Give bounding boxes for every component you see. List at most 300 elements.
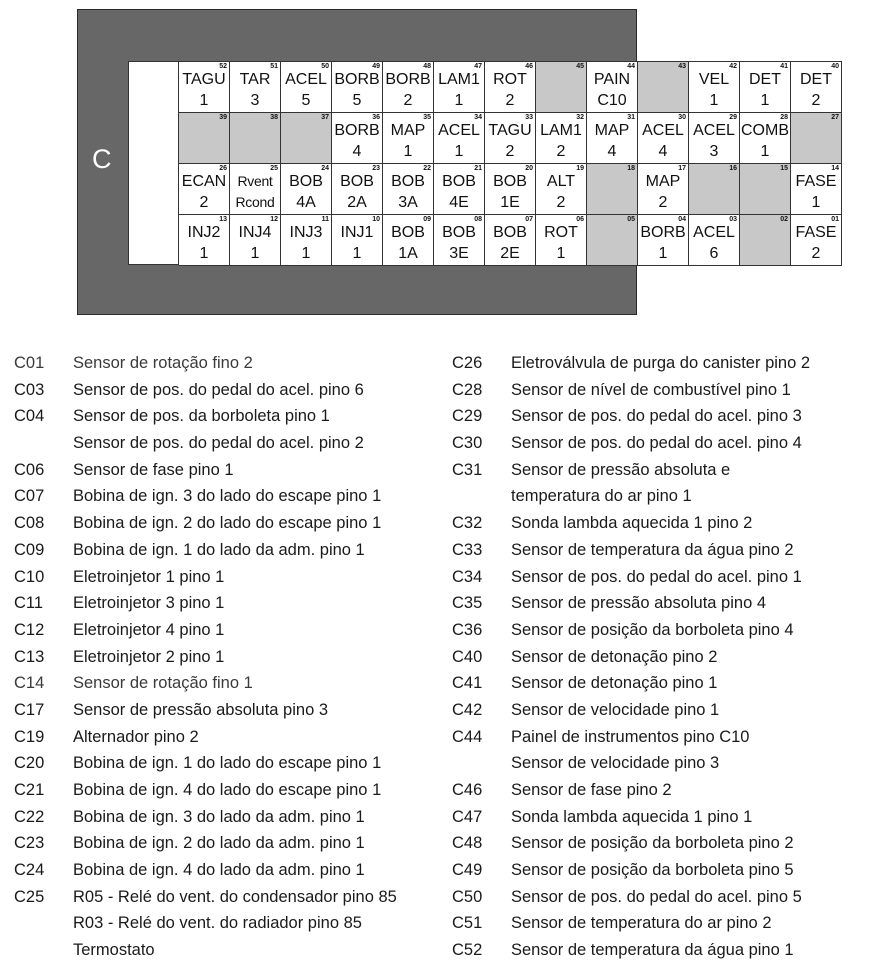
legend-right [452,350,870,964]
pin-cell [434,62,485,113]
legend-description: Sensor de detonação pino 1 [511,674,718,693]
legend-row [452,750,870,777]
pin-cell [383,164,434,215]
pin-signal-pin: 2 [505,92,515,109]
legend-row [452,910,870,937]
pin-cell [485,113,536,164]
legend-code: C48 [452,834,483,853]
pin-signal: FASE [795,224,837,241]
pin-number: 16 [729,165,737,172]
legend-code: C13 [14,647,45,666]
legend-description: Sensor de fase pino 2 [511,781,672,799]
legend-description: Sensor de posição da borboleta pino 4 [511,620,794,639]
pin-table [128,61,842,265]
pin-signal-pin: 4E [449,194,469,211]
legend-row [14,884,444,911]
pin-signal-pin: 4A [296,194,316,211]
pin-signal: ROT [544,224,578,241]
pin-signal: ECAN [181,173,227,190]
legend-description: Alternador pino 2 [73,727,199,746]
pin-signal: BOB [391,173,425,190]
pin-cell-empty [740,164,791,215]
pin-signal-pin: 2E [500,245,520,262]
pin-signal: PAIN [593,71,631,88]
legend-row [452,590,870,617]
pin-cell [281,164,332,215]
pin-signal-pin: 1 [352,245,362,262]
legend-row [452,430,870,457]
legend-code: C50 [452,887,483,906]
pin-number: 51 [270,63,278,70]
pin-number: 19 [576,165,584,172]
pin-signal-pin: 1 [454,92,464,109]
pin-signal-pin: 5 [301,92,311,109]
pin-label [179,69,230,111]
pin-number: 11 [321,216,329,223]
pin-signal-pin: 6 [709,245,719,262]
pin-cell [332,62,383,113]
pin-label [587,69,638,111]
legend-description: temperatura do ar pino 1 [511,487,692,506]
pin-signal: COMB [741,122,789,139]
pin-cell [485,164,536,215]
pin-label [281,69,332,111]
pin-signal: DET [749,71,781,88]
pin-signal: BOB [391,224,425,241]
pin-signal: INJ1 [340,224,374,241]
legend-code: C36 [452,620,483,639]
pin-signal: LAM1 [540,122,582,139]
legend-code: C24 [14,861,45,880]
pin-number: 33 [525,114,533,121]
pin-label [383,171,434,213]
pin-cell [791,215,842,266]
pin-signal-pin: 2A [347,194,367,211]
pin-signal-pin: 1 [709,92,719,109]
pin-signal-pin: 3 [709,143,719,160]
pin-cell [536,215,587,266]
legend-code: C21 [14,781,45,799]
legend-code: C47 [452,807,483,826]
pin-signal-pin: 1 [760,143,770,160]
pin-number: 04 [678,216,686,223]
pin-label [434,120,485,162]
pin-signal: LAM1 [438,71,480,88]
legend-code: C23 [14,834,45,853]
pin-cell [332,164,383,215]
pin-signal: BORB [385,71,431,88]
legend-description: Sensor de velocidade pino 1 [511,700,720,719]
pin-cell [179,62,230,113]
legend-description: Sensor de velocidade pino 3 [511,754,720,773]
pin-label [587,120,638,162]
pin-signal: FASE [795,173,837,190]
pin-signal-pin: 1 [658,245,668,262]
pin-signal: MAP [594,122,630,139]
pin-signal: ACEL [285,71,327,88]
pin-label [485,171,536,213]
legend-code: C32 [452,514,483,533]
pin-signal-pin: 2 [658,194,668,211]
legend-description: R03 - Relé do vent. do radiador pino 85 [73,914,362,933]
legend-description: Sensor de rotação fino 2 [73,354,253,372]
pin-number: 50 [321,63,329,70]
legend-row [14,857,444,884]
legend-description: Bobina de ign. 3 do lado da adm. pino 1 [73,807,365,826]
pin-signal: BOB [340,173,374,190]
pin-number: 37 [321,114,329,121]
pin-cell [536,113,587,164]
pin-number: 43 [678,63,686,70]
legend-description: Sonda lambda aquecida 1 pino 1 [511,807,753,826]
legend-row [452,670,870,697]
legend-description: Bobina de ign. 1 do lado da adm. pino 1 [73,540,365,559]
pin-number: 15 [780,165,788,172]
pin-signal-pin: 5 [352,92,362,109]
pin-label [536,222,587,264]
pin-label [485,69,536,111]
pin-cell [791,164,842,215]
pin-number: 45 [576,63,584,70]
pin-cell [179,215,230,266]
pin-cell [638,164,689,215]
pin-signal: TAGU [488,122,532,139]
pin-cell [791,62,842,113]
pin-signal: VEL [698,71,730,88]
pin-number: 38 [270,114,278,121]
legend-code: C42 [452,700,483,719]
pin-signal: BOB [289,173,323,190]
pin-signal-pin: 1 [250,245,260,262]
legend-code: C40 [452,647,483,666]
legend-row [14,457,444,484]
legend-code: C35 [452,594,483,613]
pin-signal-pin: 2 [811,92,821,109]
pin-number: 17 [678,165,686,172]
pin-cell [383,215,434,266]
legend-description: Eletroválvula de purga do canister pino 2 [511,354,811,372]
legend-description: Eletroinjetor 1 pino 1 [73,567,225,586]
pin-label [281,171,332,213]
pin-cell [383,113,434,164]
pin-signal-pin: 2 [505,143,515,160]
pin-signal: MAP [390,122,426,139]
pin-signal-pin: 4 [352,143,362,160]
legend-row [452,403,870,430]
pin-number: 41 [780,63,788,70]
pin-label [179,171,230,213]
legend-description: Bobina de ign. 2 do lado do escape pino 1 [73,514,382,533]
pin-number: 25 [270,165,278,172]
pin-label [383,222,434,264]
pin-cell [536,164,587,215]
pin-number: 47 [474,63,482,70]
pin-number: 06 [576,216,584,223]
pin-label [332,222,383,264]
pin-signal: TAR [239,71,271,88]
pin-number: 30 [678,114,686,121]
pin-signal-pin: C10 [597,92,627,109]
pin-label [332,69,383,111]
legend-description: Sensor de pos. do pedal do acel. pino 1 [511,567,802,586]
legend-description: Sensor de pressão absoluta pino 3 [73,700,329,719]
pin-number: 09 [423,216,431,223]
pin-cell [179,164,230,215]
pin-cell [689,62,740,113]
legend-description: Sensor de posição da borboleta pino 2 [511,834,794,853]
legend-row [14,670,444,697]
pin-cell-empty [740,215,791,266]
pin-cell [230,62,281,113]
legend-row [452,830,870,857]
pin-number: 49 [372,63,380,70]
legend-code: C10 [14,567,45,586]
legend-code: C25 [14,887,45,906]
legend-row [452,617,870,644]
pin-signal-pin: 4 [607,143,617,160]
pin-label [689,69,740,111]
legend-row [14,937,444,964]
legend-description: Bobina de ign. 4 do lado da adm. pino 1 [73,861,365,880]
pin-signal: ALT [546,173,576,190]
pin-label [179,222,230,264]
pin-cell [638,113,689,164]
pin-number: 21 [474,165,482,172]
legend-description: Sensor de pos. da borboleta pino 1 [73,407,330,426]
legend-code: C14 [14,674,45,693]
legend-description: Sensor de fase pino 1 [73,460,234,479]
legend-row [14,617,444,644]
legend-row [14,830,444,857]
pin-label [791,171,842,213]
pin-signal-pin: 1A [398,245,418,262]
legend-description: Sensor de nível de combustível pino 1 [511,380,791,399]
legend-row [14,510,444,537]
pin-signal: BORB [640,224,686,241]
legend-description: Sensor de pressão absoluta e [511,460,731,479]
pin-number: 14 [831,165,839,172]
legend-code: C31 [452,460,483,479]
pin-label [485,120,536,162]
pin-label [383,120,434,162]
legend-left [14,350,444,964]
pin-cell [230,215,281,266]
pin-label [230,171,281,213]
pin-label [791,69,842,111]
legend-code: C46 [452,781,483,799]
pin-signal-pin: 1 [760,92,770,109]
pin-signal: ACEL [693,122,735,139]
pin-number: 07 [525,216,533,223]
pin-cell-empty [281,113,332,164]
pin-cell-empty [536,62,587,113]
pin-number: 26 [219,165,227,172]
pin-label [638,120,689,162]
pin-signal: MAP [645,173,681,190]
legend-row [452,564,870,591]
legend-description: Sensor de pos. do pedal do acel. pino 2 [73,434,364,453]
pin-signal: BORB [334,122,380,139]
legend-row [14,564,444,591]
legend-code: C51 [452,914,483,933]
pin-cell [638,215,689,266]
legend-description: Sensor de posição da borboleta pino 5 [511,861,794,880]
pin-signal-pin: Rcond [235,194,275,210]
pin-cell-empty [791,113,842,164]
pin-signal: ACEL [642,122,684,139]
pin-number: 40 [831,63,839,70]
pin-number: 52 [219,63,227,70]
pin-number: 44 [627,63,635,70]
legend-row [452,377,870,404]
legend-row [14,697,444,724]
pin-label [740,69,791,111]
legend-description: Sensor de temperatura do ar pino 2 [511,914,772,933]
legend-code: C52 [452,941,483,960]
legend-description: Sensor de detonação pino 2 [511,647,718,666]
pin-cell [332,113,383,164]
pin-number: 03 [729,216,737,223]
pin-number: 18 [627,165,635,172]
legend-row [14,910,444,937]
pin-label [536,171,587,213]
pin-label [434,222,485,264]
pin-number: 22 [423,165,431,172]
legend-row [14,430,444,457]
legend-row [452,724,870,751]
legend-code: C01 [14,354,45,372]
pin-cell [332,215,383,266]
pin-number: 02 [780,216,788,223]
legend-code: C08 [14,514,45,533]
pin-signal-pin: 2 [811,245,821,262]
legend-code: C33 [452,540,483,559]
legend-description: Sensor de pos. do pedal do acel. pino 3 [511,407,802,426]
pin-number: 39 [219,114,227,121]
pin-label [230,69,281,111]
pin-label [791,222,842,264]
legend-row [14,777,444,804]
legend-description: Eletroinjetor 4 pino 1 [73,620,225,639]
pin-signal-pin: 1 [403,143,413,160]
legend-row [452,350,870,377]
pin-cell-empty [689,164,740,215]
pin-signal: BOB [493,173,527,190]
pin-cell-empty [230,113,281,164]
pin-label [332,120,383,162]
pin-cell-empty [587,215,638,266]
pin-number: 28 [780,114,788,121]
pin-label [434,69,485,111]
legend-row [14,724,444,751]
pin-label [689,120,740,162]
legend-description: Sonda lambda aquecida 1 pino 2 [511,514,753,533]
legend-code: C28 [452,380,483,399]
legend-code: C07 [14,487,45,506]
legend-code: C06 [14,460,45,479]
legend-description: Sensor de pressão absoluta pino 4 [511,594,767,613]
pin-signal: ACEL [438,122,480,139]
pin-cell-empty [638,62,689,113]
pin-signal-pin: 1 [301,245,311,262]
legend-row [14,403,444,430]
pin-number: 13 [219,216,227,223]
pin-cell [230,164,281,215]
legend-row [452,644,870,671]
legend-description: Sensor de pos. do pedal do acel. pino 5 [511,887,802,906]
legend-row [452,857,870,884]
legend-row [14,483,444,510]
legend-code: C34 [452,567,483,586]
pin-number: 36 [372,114,380,121]
pin-cell [383,62,434,113]
legend-description: Termostato [73,941,155,960]
legend-row [452,457,870,484]
pin-label [485,222,536,264]
legend-row [14,537,444,564]
pin-signal: BOB [493,224,527,241]
pin-cell [485,215,536,266]
pin-signal-pin: 2 [403,92,413,109]
legend-code: C20 [14,754,45,773]
connector-letter: C [92,144,112,174]
legend-row [14,644,444,671]
pin-cell [689,113,740,164]
pin-label [638,171,689,213]
pin-signal: INJ2 [187,224,221,241]
pin-cell [587,113,638,164]
legend-row [452,937,870,964]
pin-signal-pin: 2 [556,194,566,211]
connector-key-blank [129,62,179,264]
legend-description: R05 - Relé do vent. do condensador pino 85 [73,887,397,906]
pin-signal-pin: 1 [811,194,821,211]
legend-description: Eletroinjetor 3 pino 1 [73,594,225,613]
pin-cell [689,215,740,266]
legend-description: Sensor de pos. do pedal do acel. pino 4 [511,434,802,453]
pin-signal-pin: 1E [500,194,520,211]
pin-signal: BORB [334,71,380,88]
pin-cell [485,62,536,113]
legend-code: C49 [452,861,483,880]
legend-row [14,804,444,831]
legend-row [452,510,870,537]
legend-description: Eletroinjetor 2 pino 1 [73,647,225,666]
pin-number: 32 [576,114,584,121]
legend-row [452,697,870,724]
pin-number: 12 [270,216,278,223]
legend-description: Sensor de temperatura da água pino 2 [511,540,794,559]
pin-number: 08 [474,216,482,223]
pin-signal-pin: 4 [658,143,668,160]
pin-label [434,171,485,213]
pin-number: 01 [831,216,839,223]
legend-code: C22 [14,807,45,826]
pin-signal-pin: 3E [449,245,469,262]
pin-signal-pin: 1 [556,245,566,262]
pin-number: 24 [321,165,329,172]
pin-label [383,69,434,111]
legend-row [14,377,444,404]
legend-code: C44 [452,727,483,746]
pin-number: 10 [372,216,380,223]
legend-description: Bobina de ign. 4 do lado do escape pino 1 [73,781,382,799]
legend-row [452,537,870,564]
pin-signal: ACEL [693,224,735,241]
pin-signal: DET [800,71,832,88]
legend-code: C09 [14,540,45,559]
legend-description: Bobina de ign. 2 do lado da adm. pino 1 [73,834,365,853]
